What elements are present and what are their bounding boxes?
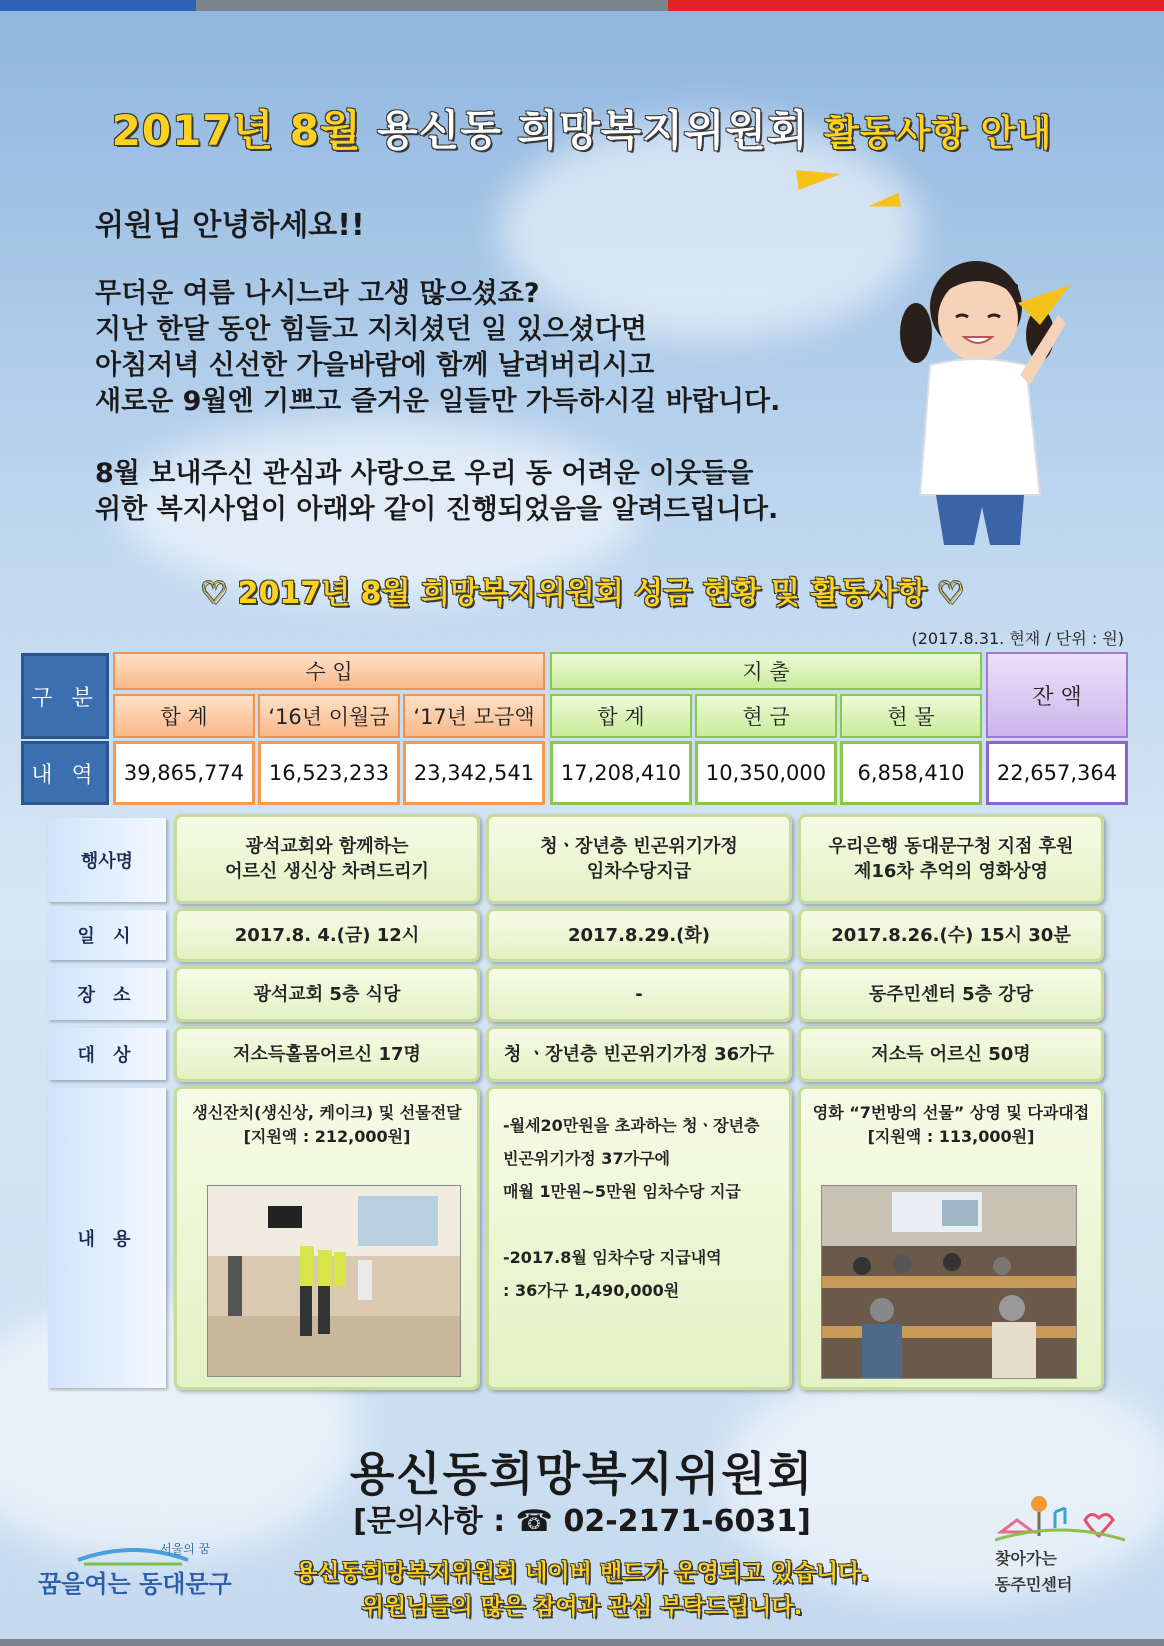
event-name-line: 임차수당지급 (586, 861, 692, 882)
label-place: 장 소 (48, 968, 166, 1020)
message-line: 새로운 9월엔 기쁘고 즐거운 일들만 가득하시길 바랍니다. (95, 386, 781, 417)
content-line: -2017.8월 임차수당 지급내역 (503, 1248, 722, 1267)
event-name-line: 어르신 생신상 차려드리기 (225, 861, 429, 882)
label-date: 일 시 (48, 910, 166, 960)
logo-left-text: 꿈을여는 동대문구 (38, 1570, 232, 1598)
event-1-date: 2017.8. 4.(금) 12시 (174, 908, 480, 962)
event-name-line: 광석교회와 함께하는 (245, 836, 409, 857)
event-3-photo (821, 1185, 1077, 1379)
expense-total-header: 합 계 (550, 694, 692, 738)
organization-name: 용신동희망복지위원회 (349, 1447, 815, 1501)
content-line: 생신잔치(생신상, 케이크) 및 선물전달 (192, 1103, 462, 1122)
contact-info: [문의사항 : ☎ 02-2171-6031] (353, 1504, 811, 1539)
label-event-name: 행사명 (48, 818, 166, 902)
expense-cash-value: 10,350,000 (695, 741, 837, 805)
logo-right-text-1: 찾아가는 (995, 1549, 1057, 1568)
event-3-content (798, 1086, 1104, 1390)
page-title (0, 98, 1164, 158)
event-name-line: 우리은행 동대문구청 지점 후원 (828, 836, 1074, 857)
message-paragraph-2 (95, 456, 778, 528)
event-name-line: 청ㆍ장년층 빈곤위기가정 (540, 836, 738, 857)
content-line: : 36가구 1,490,000원 (503, 1281, 680, 1300)
event-1-content (174, 1086, 480, 1390)
top-color-bar (0, 0, 1164, 11)
content-line: [지원액 : 212,000원] (243, 1127, 411, 1146)
event-1-place: 광석교회 5층 식당 (174, 966, 480, 1022)
section-subtitle: ♡ 2017년 8월 희망복지위원회 성금 현황 및 활동사항 ♡ (200, 576, 964, 611)
event-1-photo (207, 1185, 461, 1377)
content-line: 영화 “7번방의 선물” 상영 및 다과대접 (812, 1103, 1090, 1122)
income-raised-header: ‘17년 모금액 (403, 694, 545, 738)
logo-left-small: 서울의 꿈 (160, 1542, 211, 1556)
event-1-target: 저소득홀몸어르신 17명 (174, 1026, 480, 1082)
content-line: 매월 1만원~5만원 임차수당 지급 (503, 1182, 741, 1201)
title-org: 용신동 희망복지위원회 (377, 106, 809, 155)
content-line: [지원액 : 113,000원] (867, 1127, 1035, 1146)
event-1-name (174, 814, 480, 904)
income-carryover-header: ‘16년 이월금 (258, 694, 400, 738)
message-line: 지난 한달 동안 힘들고 지치셨던 일 있으셨다면 (95, 314, 647, 345)
message-line: 무더운 여름 나시느라 고생 많으셨죠? (95, 278, 540, 309)
content-line (503, 1208, 759, 1241)
participation-notice: 위원님들의 많은 참여과 관심 부탁드립니다. (361, 1594, 803, 1620)
balance-value: 22,657,364 (986, 741, 1128, 805)
row-header-values: 내 역 (21, 741, 109, 805)
message-line: 아침저녁 신선한 가을바람에 함께 날려버리시고 (95, 350, 655, 381)
greeting: 위원님 안녕하세요!! (95, 208, 365, 243)
dongdaemun-logo (38, 1538, 232, 1608)
title-date: 2017년 8월 (111, 106, 362, 155)
income-total-header: 합 계 (113, 694, 255, 738)
logo-right-text-2: 동주민센터 (995, 1575, 1073, 1594)
expense-total-value: 17,208,410 (550, 741, 692, 805)
label-target: 대 상 (48, 1028, 166, 1080)
message-line: 8월 보내주신 관심과 사랑으로 우리 동 어려운 이웃들을 (95, 458, 754, 489)
content-line: -월세20만원을 초과하는 청ㆍ장년층 (503, 1116, 760, 1135)
event-3-date: 2017.8.26.(수) 15시 30분 (798, 908, 1104, 962)
message-line: 위한 복지사업이 아래와 같이 진행되었음을 알려드립니다. (95, 494, 779, 525)
income-carryover-value: 16,523,233 (258, 741, 400, 805)
event-2-content (486, 1086, 792, 1390)
event-3-target: 저소득 어르신 50명 (798, 1026, 1104, 1082)
content-line: 빈곤위기가정 37가구에 (503, 1149, 670, 1168)
bottom-color-bar (0, 1639, 1164, 1646)
community-center-logo (995, 1490, 1125, 1610)
title-suffix: 활동사항 안내 (824, 113, 1053, 154)
row-header-category: 구 분 (21, 653, 109, 739)
event-2-date: 2017.8.29.(화) (486, 908, 792, 962)
expense-header: 지 출 (550, 652, 982, 690)
expense-goods-value: 6,858,410 (840, 741, 982, 805)
event-2-place: - (486, 966, 792, 1022)
balance-header: 잔 액 (986, 652, 1128, 738)
event-2-target: 청 ㆍ장년층 빈곤위기가정 36가구 (486, 1026, 792, 1082)
as-of-note: (2017.8.31. 현재 / 단위 : 원) (911, 629, 1124, 648)
expense-goods-header: 현 물 (840, 694, 982, 738)
expense-cash-header: 현 금 (695, 694, 837, 738)
income-total-value: 39,865,774 (113, 741, 255, 805)
label-content: 내 용 (48, 1088, 166, 1388)
band-notice: 용신동희망복지위원회 네이버 밴드가 운영되고 있습니다. (295, 1560, 869, 1586)
event-3-place: 동주민센터 5층 강당 (798, 966, 1104, 1022)
girl-illustration (890, 245, 1070, 557)
event-2-name (486, 814, 792, 904)
message-paragraph-1 (95, 276, 780, 420)
income-raised-value: 23,342,541 (403, 741, 545, 805)
event-name-line: 제16차 추억의 영화상영 (853, 861, 1049, 882)
income-header: 수 입 (113, 652, 545, 690)
event-3-name (798, 814, 1104, 904)
